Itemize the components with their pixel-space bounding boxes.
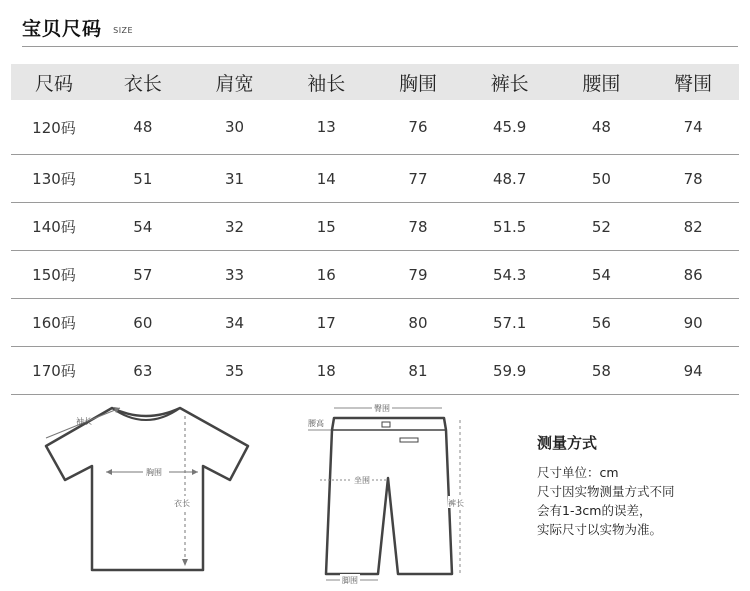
- table-cell: 77: [372, 155, 464, 203]
- sleeve-label: 袖长: [76, 417, 92, 426]
- length-label: 衣长: [174, 499, 190, 508]
- table-cell: 54: [97, 203, 189, 251]
- table-row: [11, 203, 739, 251]
- table-cell: 60: [97, 299, 189, 347]
- table-cell: 33: [189, 251, 281, 299]
- table-cell: 32: [189, 203, 281, 251]
- table-row: [11, 251, 739, 299]
- table-cell: 90: [647, 299, 739, 347]
- table-cell: 81: [372, 347, 464, 395]
- column-header: 腰围: [556, 64, 648, 100]
- column-header: 肩宽: [189, 64, 281, 100]
- measurement-method: [537, 432, 742, 539]
- pants-outline: [326, 418, 452, 574]
- table-cell: 130码: [11, 155, 97, 203]
- table-cell: 94: [647, 347, 739, 395]
- table-cell: 150码: [11, 251, 97, 299]
- table-cell: 59.9: [464, 347, 556, 395]
- table-cell: 76: [372, 100, 464, 155]
- table-cell: 18: [280, 347, 372, 395]
- table-cell: 56: [556, 299, 648, 347]
- table-cell: 30: [189, 100, 281, 155]
- button-tab: [382, 422, 390, 427]
- chest-arrow-right: [192, 469, 198, 475]
- table-cell: 48.7: [464, 155, 556, 203]
- page-title: 宝贝尺码: [22, 18, 103, 40]
- section-header: [22, 14, 133, 44]
- table-cell: 34: [189, 299, 281, 347]
- chest-arrow-left: [106, 469, 112, 475]
- table-cell: 54: [556, 251, 648, 299]
- tshirt-collar: [112, 408, 180, 420]
- length-arrow-bottom: [182, 559, 188, 566]
- column-header: 袖长: [280, 64, 372, 100]
- table-cell: 160码: [11, 299, 97, 347]
- table-cell: 13: [280, 100, 372, 155]
- column-header: 衣长: [97, 64, 189, 100]
- table-cell: 50: [556, 155, 648, 203]
- table-cell: 120码: [11, 100, 97, 155]
- table-cell: 78: [372, 203, 464, 251]
- column-header: 臀围: [647, 64, 739, 100]
- table-header-row: [11, 64, 739, 100]
- crotch-label: 坐围: [354, 476, 370, 485]
- pants-diagram: [300, 398, 470, 588]
- table-cell: 17: [280, 299, 372, 347]
- table-cell: 48: [97, 100, 189, 155]
- hip-label: 臀围: [374, 404, 390, 413]
- table-cell: 31: [189, 155, 281, 203]
- table-cell: 16: [280, 251, 372, 299]
- pocket-flap: [400, 438, 418, 442]
- table-cell: 74: [647, 100, 739, 155]
- page-subtitle: SIZE: [113, 26, 134, 35]
- chest-label: 胸围: [146, 468, 162, 477]
- column-header: 裤长: [464, 64, 556, 100]
- table-cell: 78: [647, 155, 739, 203]
- waist-label: 腰高: [308, 419, 324, 428]
- size-table: [11, 64, 739, 395]
- table-cell: 82: [647, 203, 739, 251]
- table-cell: 35: [189, 347, 281, 395]
- method-line: 尺寸因实物测量方式不同: [537, 484, 675, 499]
- table-cell: 51: [97, 155, 189, 203]
- table-cell: 57.1: [464, 299, 556, 347]
- table-cell: 48: [556, 100, 648, 155]
- method-line: 实际尺寸以实物为准。: [537, 522, 663, 537]
- table-cell: 79: [372, 251, 464, 299]
- table-cell: 63: [97, 347, 189, 395]
- table-cell: 80: [372, 299, 464, 347]
- method-title: 测量方式: [537, 434, 598, 452]
- table-cell: 54.3: [464, 251, 556, 299]
- table-cell: 140码: [11, 203, 97, 251]
- method-line: 尺寸单位：cm: [537, 465, 619, 480]
- column-header: 尺码: [11, 64, 97, 100]
- table-cell: 15: [280, 203, 372, 251]
- table-row: [11, 347, 739, 395]
- tshirt-diagram: [40, 404, 255, 576]
- table-cell: 52: [556, 203, 648, 251]
- table-cell: 170码: [11, 347, 97, 395]
- table-cell: 45.9: [464, 100, 556, 155]
- leg-label: 脚围: [342, 576, 358, 585]
- tshirt-outline: [46, 408, 248, 570]
- table-row: [11, 155, 739, 203]
- method-line: 会有1-3cm的误差，: [537, 503, 652, 518]
- table-cell: 14: [280, 155, 372, 203]
- pants-length-label: 裤长: [448, 499, 464, 508]
- header-divider: [22, 46, 738, 47]
- table-cell: 57: [97, 251, 189, 299]
- table-cell: 51.5: [464, 203, 556, 251]
- table-row: [11, 100, 739, 155]
- table-cell: 58: [556, 347, 648, 395]
- table-cell: 86: [647, 251, 739, 299]
- column-header: 胸围: [372, 64, 464, 100]
- table-row: [11, 299, 739, 347]
